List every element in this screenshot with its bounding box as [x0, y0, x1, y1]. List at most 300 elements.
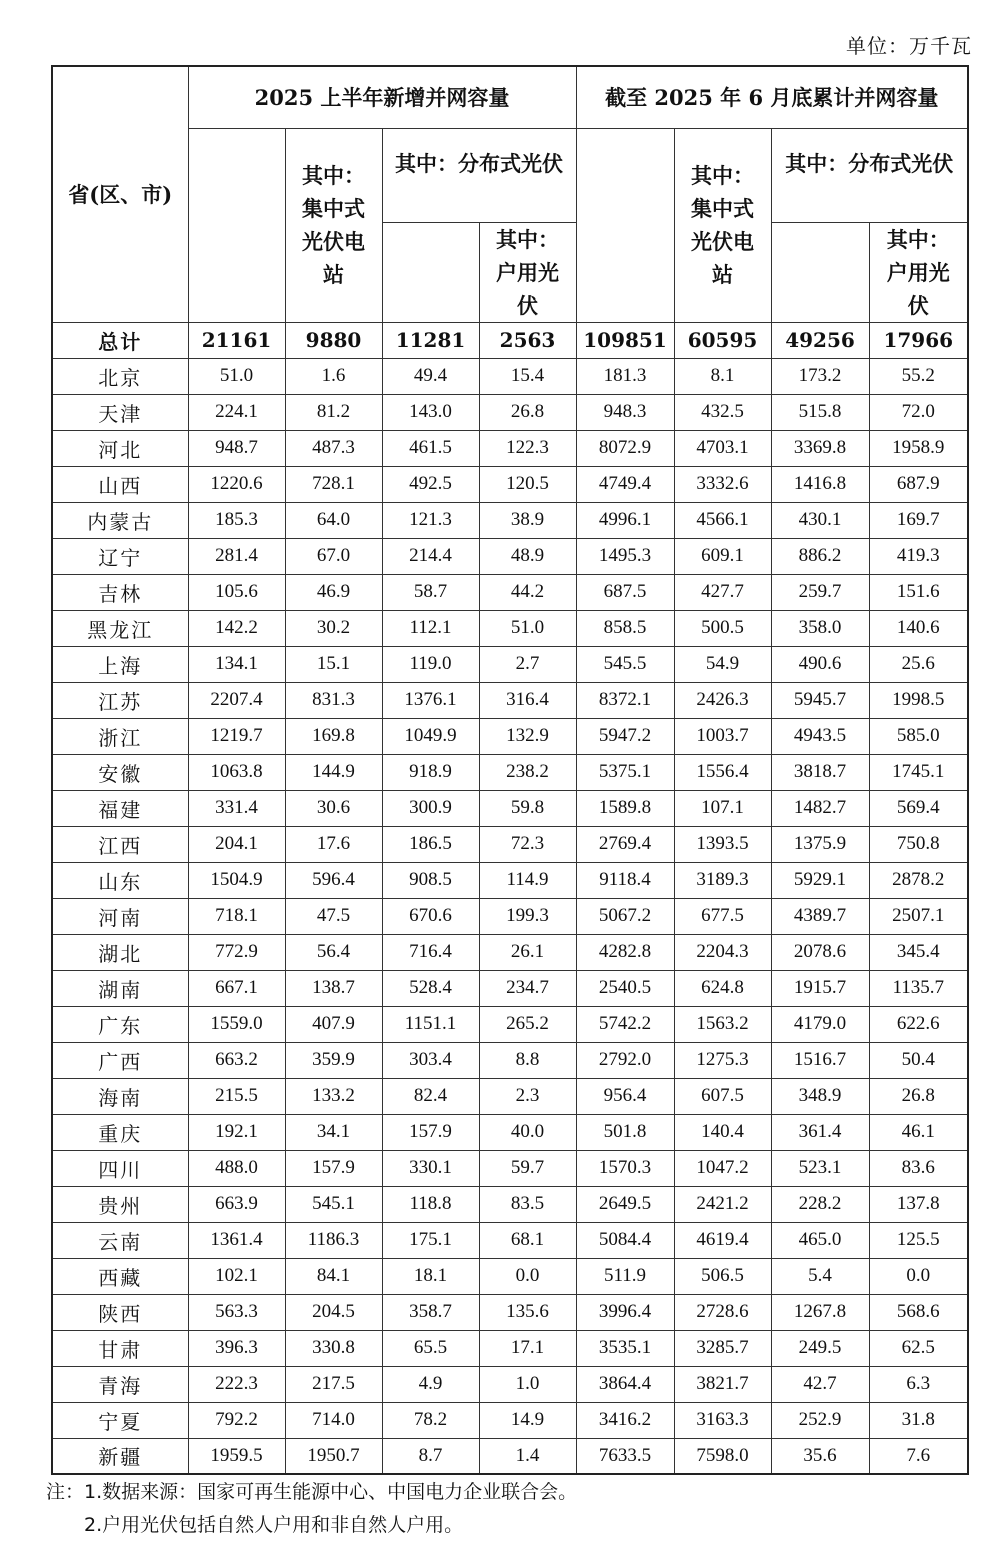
- table-row: [52, 610, 968, 646]
- value-cell: 40.0: [479, 1114, 576, 1150]
- value-cell: 238.2: [479, 754, 576, 790]
- value-cell: 3818.7: [771, 754, 869, 790]
- value-cell: 3821.7: [674, 1366, 771, 1402]
- value-cell: 427.7: [674, 574, 771, 610]
- value-cell: 331.4: [188, 790, 285, 826]
- province-name: 北京: [52, 358, 188, 394]
- value-cell: 1950.7: [285, 1438, 382, 1474]
- value-cell: 358.7: [382, 1294, 479, 1330]
- value-cell: 55.2: [869, 358, 968, 394]
- table-row: [52, 394, 968, 430]
- value-cell: 1151.1: [382, 1006, 479, 1042]
- province-name: 江西: [52, 826, 188, 862]
- table-row: [52, 718, 968, 754]
- header-h1-centralized: 其中：集中式光伏电站: [285, 128, 382, 322]
- value-cell: 143.0: [382, 394, 479, 430]
- value-cell: 563.3: [188, 1294, 285, 1330]
- value-cell: 144.9: [285, 754, 382, 790]
- table-row: [52, 682, 968, 718]
- value-cell: 718.1: [188, 898, 285, 934]
- table-row: [52, 1330, 968, 1366]
- value-cell: 204.1: [188, 826, 285, 862]
- value-cell: 948.7: [188, 430, 285, 466]
- value-cell: 18.1: [382, 1258, 479, 1294]
- value-cell: 956.4: [576, 1078, 674, 1114]
- header-cum-household: 其中：户用光伏: [869, 222, 968, 322]
- value-cell: 303.4: [382, 1042, 479, 1078]
- value-cell: 140.4: [674, 1114, 771, 1150]
- value-cell: 17.6: [285, 826, 382, 862]
- value-cell: 0.0: [479, 1258, 576, 1294]
- value-cell: 4703.1: [674, 430, 771, 466]
- value-cell: 607.5: [674, 1078, 771, 1114]
- value-cell: 192.1: [188, 1114, 285, 1150]
- value-cell: 9880: [285, 322, 382, 358]
- value-cell: 1267.8: [771, 1294, 869, 1330]
- value-cell: 886.2: [771, 538, 869, 574]
- value-cell: 173.2: [771, 358, 869, 394]
- table-row: [52, 826, 968, 862]
- value-cell: 523.1: [771, 1150, 869, 1186]
- header-group-h1-2025: 2025 上半年新增并网容量: [188, 66, 576, 128]
- value-cell: 214.4: [382, 538, 479, 574]
- value-cell: 4.9: [382, 1366, 479, 1402]
- value-cell: 1915.7: [771, 970, 869, 1006]
- province-name: 西藏: [52, 1258, 188, 1294]
- value-cell: 1049.9: [382, 718, 479, 754]
- value-cell: 204.5: [285, 1294, 382, 1330]
- table-row: [52, 754, 968, 790]
- header-h1-total: [188, 128, 285, 322]
- value-cell: 1135.7: [869, 970, 968, 1006]
- value-cell: 51.0: [479, 610, 576, 646]
- value-cell: 132.9: [479, 718, 576, 754]
- value-cell: 677.5: [674, 898, 771, 934]
- value-cell: 215.5: [188, 1078, 285, 1114]
- value-cell: 5929.1: [771, 862, 869, 898]
- value-cell: 1416.8: [771, 466, 869, 502]
- table-row: [52, 1258, 968, 1294]
- province-name: 山西: [52, 466, 188, 502]
- province-name: 山东: [52, 862, 188, 898]
- value-cell: 487.3: [285, 430, 382, 466]
- value-cell: 3535.1: [576, 1330, 674, 1366]
- value-cell: 181.3: [576, 358, 674, 394]
- table-row: [52, 862, 968, 898]
- table-row: [52, 1042, 968, 1078]
- value-cell: 772.9: [188, 934, 285, 970]
- value-cell: 488.0: [188, 1150, 285, 1186]
- value-cell: 169.8: [285, 718, 382, 754]
- value-cell: 908.5: [382, 862, 479, 898]
- value-cell: 2421.2: [674, 1186, 771, 1222]
- value-cell: 1556.4: [674, 754, 771, 790]
- value-cell: 2204.3: [674, 934, 771, 970]
- table-row: [52, 538, 968, 574]
- value-cell: 500.5: [674, 610, 771, 646]
- value-cell: 465.0: [771, 1222, 869, 1258]
- value-cell: 8.7: [382, 1438, 479, 1474]
- value-cell: 30.6: [285, 790, 382, 826]
- province-name: 云南: [52, 1222, 188, 1258]
- table-row: [52, 970, 968, 1006]
- value-cell: 157.9: [382, 1114, 479, 1150]
- value-cell: 3285.7: [674, 1330, 771, 1366]
- province-name: 广东: [52, 1006, 188, 1042]
- province-name: 总计: [52, 322, 188, 358]
- value-cell: 67.0: [285, 538, 382, 574]
- table-row: [52, 1366, 968, 1402]
- value-cell: 54.9: [674, 646, 771, 682]
- value-cell: 5084.4: [576, 1222, 674, 1258]
- value-cell: 109851: [576, 322, 674, 358]
- value-cell: 585.0: [869, 718, 968, 754]
- value-cell: 5945.7: [771, 682, 869, 718]
- header-h1-distributed-total: [382, 222, 479, 322]
- province-name: 陕西: [52, 1294, 188, 1330]
- value-cell: 492.5: [382, 466, 479, 502]
- value-cell: 72.3: [479, 826, 576, 862]
- value-cell: 38.9: [479, 502, 576, 538]
- value-cell: 133.2: [285, 1078, 382, 1114]
- value-cell: 4619.4: [674, 1222, 771, 1258]
- province-name: 河北: [52, 430, 188, 466]
- value-cell: 4943.5: [771, 718, 869, 754]
- value-cell: 300.9: [382, 790, 479, 826]
- province-name: 安徽: [52, 754, 188, 790]
- value-cell: 4566.1: [674, 502, 771, 538]
- value-cell: 1998.5: [869, 682, 968, 718]
- table-row: [52, 646, 968, 682]
- unit-label: 单位：万千瓦: [846, 34, 972, 58]
- value-cell: 511.9: [576, 1258, 674, 1294]
- value-cell: 83.6: [869, 1150, 968, 1186]
- value-cell: 1.4: [479, 1438, 576, 1474]
- province-name: 福建: [52, 790, 188, 826]
- value-cell: 175.1: [382, 1222, 479, 1258]
- value-cell: 68.1: [479, 1222, 576, 1258]
- value-cell: 281.4: [188, 538, 285, 574]
- value-cell: 2540.5: [576, 970, 674, 1006]
- value-cell: 60595: [674, 322, 771, 358]
- value-cell: 663.9: [188, 1186, 285, 1222]
- province-name: 湖南: [52, 970, 188, 1006]
- header-province: 省(区、市): [52, 66, 188, 322]
- table-row: [52, 1222, 968, 1258]
- value-cell: 26.1: [479, 934, 576, 970]
- value-cell: 2878.2: [869, 862, 968, 898]
- value-cell: 17966: [869, 322, 968, 358]
- table-row: [52, 790, 968, 826]
- value-cell: 44.2: [479, 574, 576, 610]
- value-cell: 396.3: [188, 1330, 285, 1366]
- value-cell: 461.5: [382, 430, 479, 466]
- value-cell: 4996.1: [576, 502, 674, 538]
- value-cell: 430.1: [771, 502, 869, 538]
- value-cell: 2769.4: [576, 826, 674, 862]
- value-cell: 348.9: [771, 1078, 869, 1114]
- value-cell: 545.1: [285, 1186, 382, 1222]
- value-cell: 407.9: [285, 1006, 382, 1042]
- value-cell: 135.6: [479, 1294, 576, 1330]
- value-cell: 62.5: [869, 1330, 968, 1366]
- value-cell: 1186.3: [285, 1222, 382, 1258]
- value-cell: 1.0: [479, 1366, 576, 1402]
- value-cell: 81.2: [285, 394, 382, 430]
- province-name: 内蒙古: [52, 502, 188, 538]
- value-cell: 716.4: [382, 934, 479, 970]
- province-name: 浙江: [52, 718, 188, 754]
- header-h1-household: 其中：户用光伏: [479, 222, 576, 322]
- value-cell: 25.6: [869, 646, 968, 682]
- value-cell: 31.8: [869, 1402, 968, 1438]
- header-cum-distributed: 其中：分布式光伏: [771, 128, 968, 222]
- value-cell: 490.6: [771, 646, 869, 682]
- value-cell: 6.3: [869, 1366, 968, 1402]
- value-cell: 3369.8: [771, 430, 869, 466]
- province-name: 天津: [52, 394, 188, 430]
- value-cell: 134.1: [188, 646, 285, 682]
- value-cell: 8.8: [479, 1042, 576, 1078]
- value-cell: 15.4: [479, 358, 576, 394]
- value-cell: 121.3: [382, 502, 479, 538]
- value-cell: 34.1: [285, 1114, 382, 1150]
- value-cell: 1570.3: [576, 1150, 674, 1186]
- value-cell: 858.5: [576, 610, 674, 646]
- value-cell: 687.9: [869, 466, 968, 502]
- value-cell: 1393.5: [674, 826, 771, 862]
- value-cell: 714.0: [285, 1402, 382, 1438]
- value-cell: 265.2: [479, 1006, 576, 1042]
- province-name: 上海: [52, 646, 188, 682]
- header-h1-distributed: 其中：分布式光伏: [382, 128, 576, 222]
- table-row: [52, 1150, 968, 1186]
- value-cell: 609.1: [674, 538, 771, 574]
- value-cell: 8.1: [674, 358, 771, 394]
- value-cell: 3416.2: [576, 1402, 674, 1438]
- table-row: [52, 1186, 968, 1222]
- value-cell: 72.0: [869, 394, 968, 430]
- value-cell: 4749.4: [576, 466, 674, 502]
- value-cell: 1361.4: [188, 1222, 285, 1258]
- province-name: 广西: [52, 1042, 188, 1078]
- value-cell: 138.7: [285, 970, 382, 1006]
- province-name: 辽宁: [52, 538, 188, 574]
- value-cell: 4179.0: [771, 1006, 869, 1042]
- value-cell: 501.8: [576, 1114, 674, 1150]
- value-cell: 7633.5: [576, 1438, 674, 1474]
- value-cell: 568.6: [869, 1294, 968, 1330]
- value-cell: 84.1: [285, 1258, 382, 1294]
- value-cell: 1745.1: [869, 754, 968, 790]
- value-cell: 316.4: [479, 682, 576, 718]
- province-name: 宁夏: [52, 1402, 188, 1438]
- value-cell: 15.1: [285, 646, 382, 682]
- value-cell: 1516.7: [771, 1042, 869, 1078]
- value-cell: 65.5: [382, 1330, 479, 1366]
- header-cum-distributed-total: [771, 222, 869, 322]
- value-cell: 51.0: [188, 358, 285, 394]
- value-cell: 112.1: [382, 610, 479, 646]
- value-cell: 2649.5: [576, 1186, 674, 1222]
- value-cell: 78.2: [382, 1402, 479, 1438]
- value-cell: 1063.8: [188, 754, 285, 790]
- value-cell: 1375.9: [771, 826, 869, 862]
- value-cell: 596.4: [285, 862, 382, 898]
- value-cell: 2.3: [479, 1078, 576, 1114]
- footnotes: [46, 1476, 577, 1542]
- value-cell: 83.5: [479, 1186, 576, 1222]
- province-name: 贵州: [52, 1186, 188, 1222]
- value-cell: 1220.6: [188, 466, 285, 502]
- header-cum-centralized: 其中：集中式光伏电站: [674, 128, 771, 322]
- header-cum-total: [576, 128, 674, 322]
- value-cell: 3332.6: [674, 466, 771, 502]
- value-cell: 234.7: [479, 970, 576, 1006]
- value-cell: 359.9: [285, 1042, 382, 1078]
- pv-capacity-table: [51, 65, 969, 1475]
- value-cell: 419.3: [869, 538, 968, 574]
- value-cell: 21161: [188, 322, 285, 358]
- value-cell: 9118.4: [576, 862, 674, 898]
- note-2: 2.户用光伏包括自然人户用和非自然人户用。: [84, 1514, 464, 1536]
- value-cell: 7598.0: [674, 1438, 771, 1474]
- value-cell: 1047.2: [674, 1150, 771, 1186]
- value-cell: 5375.1: [576, 754, 674, 790]
- value-cell: 30.2: [285, 610, 382, 646]
- table-row: [52, 1438, 968, 1474]
- table-row: [52, 358, 968, 394]
- value-cell: 140.6: [869, 610, 968, 646]
- value-cell: 2426.3: [674, 682, 771, 718]
- province-name: 青海: [52, 1366, 188, 1402]
- value-cell: 119.0: [382, 646, 479, 682]
- value-cell: 545.5: [576, 646, 674, 682]
- table-row: [52, 1402, 968, 1438]
- total-row: [52, 322, 968, 358]
- value-cell: 252.9: [771, 1402, 869, 1438]
- value-cell: 151.6: [869, 574, 968, 610]
- value-cell: 224.1: [188, 394, 285, 430]
- value-cell: 2563: [479, 322, 576, 358]
- value-cell: 82.4: [382, 1078, 479, 1114]
- value-cell: 186.5: [382, 826, 479, 862]
- value-cell: 515.8: [771, 394, 869, 430]
- header-group-cumulative: 截至 2025 年 6 月底累计并网容量: [576, 66, 968, 128]
- province-name: 吉林: [52, 574, 188, 610]
- value-cell: 1504.9: [188, 862, 285, 898]
- value-cell: 1482.7: [771, 790, 869, 826]
- value-cell: 157.9: [285, 1150, 382, 1186]
- value-cell: 1376.1: [382, 682, 479, 718]
- province-name: 黑龙江: [52, 610, 188, 646]
- table-row: [52, 466, 968, 502]
- value-cell: 506.5: [674, 1258, 771, 1294]
- table-row: [52, 898, 968, 934]
- value-cell: 2792.0: [576, 1042, 674, 1078]
- value-cell: 1959.5: [188, 1438, 285, 1474]
- value-cell: 64.0: [285, 502, 382, 538]
- value-cell: 0.0: [869, 1258, 968, 1294]
- table-row: [52, 1078, 968, 1114]
- table-row: [52, 934, 968, 970]
- value-cell: 49.4: [382, 358, 479, 394]
- value-cell: 125.5: [869, 1222, 968, 1258]
- value-cell: 4282.8: [576, 934, 674, 970]
- value-cell: 26.8: [479, 394, 576, 430]
- value-cell: 5742.2: [576, 1006, 674, 1042]
- province-name: 海南: [52, 1078, 188, 1114]
- value-cell: 46.1: [869, 1114, 968, 1150]
- province-name: 河南: [52, 898, 188, 934]
- value-cell: 217.5: [285, 1366, 382, 1402]
- value-cell: 345.4: [869, 934, 968, 970]
- value-cell: 2207.4: [188, 682, 285, 718]
- value-cell: 102.1: [188, 1258, 285, 1294]
- value-cell: 667.1: [188, 970, 285, 1006]
- value-cell: 2078.6: [771, 934, 869, 970]
- table-body: [52, 322, 968, 1474]
- province-name: 江苏: [52, 682, 188, 718]
- value-cell: 1.6: [285, 358, 382, 394]
- value-cell: 528.4: [382, 970, 479, 1006]
- value-cell: 49256: [771, 322, 869, 358]
- value-cell: 663.2: [188, 1042, 285, 1078]
- table-row: [52, 502, 968, 538]
- value-cell: 4389.7: [771, 898, 869, 934]
- value-cell: 358.0: [771, 610, 869, 646]
- value-cell: 5.4: [771, 1258, 869, 1294]
- value-cell: 8372.1: [576, 682, 674, 718]
- value-cell: 58.7: [382, 574, 479, 610]
- value-cell: 50.4: [869, 1042, 968, 1078]
- value-cell: 114.9: [479, 862, 576, 898]
- value-cell: 330.1: [382, 1150, 479, 1186]
- value-cell: 142.2: [188, 610, 285, 646]
- value-cell: 569.4: [869, 790, 968, 826]
- value-cell: 47.5: [285, 898, 382, 934]
- value-cell: 3163.3: [674, 1402, 771, 1438]
- value-cell: 7.6: [869, 1438, 968, 1474]
- value-cell: 8072.9: [576, 430, 674, 466]
- value-cell: 46.9: [285, 574, 382, 610]
- value-cell: 59.8: [479, 790, 576, 826]
- value-cell: 228.2: [771, 1186, 869, 1222]
- table-row: [52, 1114, 968, 1150]
- value-cell: 624.8: [674, 970, 771, 1006]
- value-cell: 26.8: [869, 1078, 968, 1114]
- value-cell: 185.3: [188, 502, 285, 538]
- value-cell: 2.7: [479, 646, 576, 682]
- value-cell: 3189.3: [674, 862, 771, 898]
- value-cell: 105.6: [188, 574, 285, 610]
- value-cell: 1003.7: [674, 718, 771, 754]
- value-cell: 118.8: [382, 1186, 479, 1222]
- value-cell: 1958.9: [869, 430, 968, 466]
- value-cell: 2728.6: [674, 1294, 771, 1330]
- value-cell: 948.3: [576, 394, 674, 430]
- value-cell: 1219.7: [188, 718, 285, 754]
- table-row: [52, 1294, 968, 1330]
- value-cell: 1559.0: [188, 1006, 285, 1042]
- value-cell: 42.7: [771, 1366, 869, 1402]
- province-name: 新疆: [52, 1438, 188, 1474]
- value-cell: 259.7: [771, 574, 869, 610]
- value-cell: 17.1: [479, 1330, 576, 1366]
- value-cell: 48.9: [479, 538, 576, 574]
- value-cell: 792.2: [188, 1402, 285, 1438]
- value-cell: 1589.8: [576, 790, 674, 826]
